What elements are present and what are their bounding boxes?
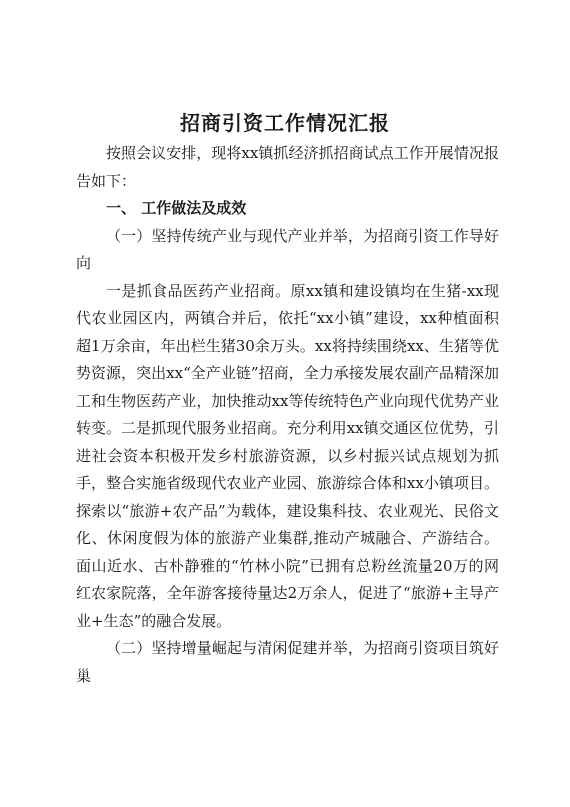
- subsection-heading-1: （一）坚持传统产业与现代产业并举，为招商引资工作导好向: [76, 226, 499, 272]
- section-heading: 一、 工作做法及成效: [106, 199, 247, 217]
- body-paragraph: 一是抓食品医药产业招商。原xx镇和建设镇均在生猪-xx现代农业园区内，两镇合并后，依托“xx小镇”建设，xx种植面积超1万余亩，年出栏生猪30余万头。xx将持续围绕xx、生猪等优势资源，突出xx“全产业链”招商，全力承接发展农副产品精深加工和生物医药产业，加快推动xx等传统特色产业向现代优势产业转变。二是抓现代服务业招商。充分利用xx镇交通区位优势，引进社会资本积极开发乡村旅游资源，以乡村振兴试点规划为抓手，整合实施省级现代农业产业园、旅游综合体和xx小镇项目。探索以“旅游+农产品”为载体，建设集科技、农业观光、民俗文化、休闲度假为体的旅游产业集群,推动产城融合、产游结合。面山近水、古朴静雅的“竹林小院”已拥有总粉丝流量20万的网红农家院落，全年游客接待量达2万余人，促进了“旅游+主导产业+生态”的融合发展。: [76, 281, 499, 630]
- document-body: [76, 140, 499, 690]
- document-title: 招商引资工作情况汇报: [180, 111, 390, 135]
- subsection-heading-2: （二）坚持增量崛起与清闲促建并举，为招商引资项目筑好巢: [76, 639, 499, 685]
- intro-paragraph: 按照会议安排，现将xx镇抓经济抓招商试点工作开展情况报告如下：: [76, 144, 499, 190]
